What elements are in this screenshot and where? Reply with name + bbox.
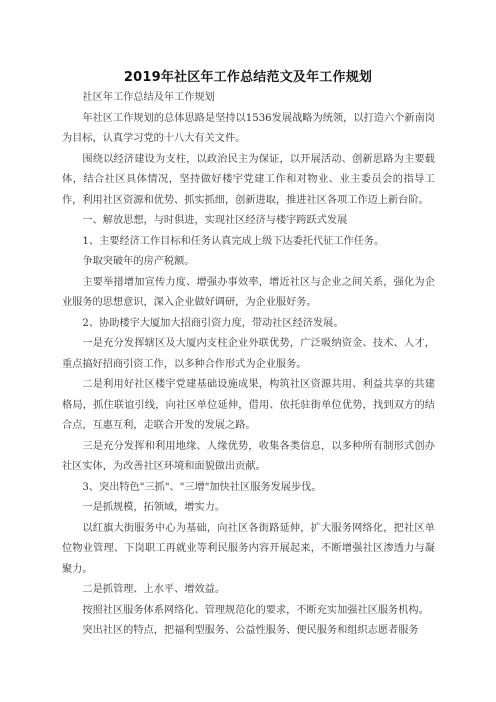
paragraph: 以红旗大街服务中心为基础，向社区各街路延伸，扩大服务网络化，把社区单位物业管理、下岗职工再就业等利民服务内容开展起来，不断增强社区渗透力与凝聚力。 xyxy=(62,522,435,575)
paragraph: 按照社区服务体系网络化、管理规范化的要求，不断充实加强社区服务机构。 xyxy=(82,604,429,616)
paragraph: 主要举措增加宣传力度、增强办事效率，增近社区与企业之间关系，强化为企业服务的思想意识，深入企业做好调研，为企业服好务。 xyxy=(62,276,435,308)
paragraph: 二是抓管理、上水平、增效益。 xyxy=(82,584,226,595)
paragraph: 围绕以经济建设为支柱，以政治民主为保证，以开展活动、创新思路为主要载体，结合社区具体情况，坚持做好楼宇党建工作和对物业、业主委员会的指导工作，利用社区资源和优势、抓实抓细，创新进取，推进社区各项工作迈上新台阶。 xyxy=(62,153,435,206)
paragraph: 社区年工作总结及年工作规划 xyxy=(82,92,215,103)
paragraph: 一、解放思想，与时俱进，实现社区经济与楼宇跨跃式发展 xyxy=(82,215,348,226)
paragraph: 争取突破年的房产税额。 xyxy=(82,256,195,267)
document-title: 2019年社区年工作总结范文及年工作规划 xyxy=(123,70,373,85)
paragraph: 一是抓规模，拓领域，增实力。 xyxy=(82,502,226,513)
paragraph: 3、突出特色"三抓"、"三增"加快社区服务发展步伐。 xyxy=(82,481,322,493)
paragraph: 2、协助楼宇大厦加大招商引资力度，带动社区经济发展。 xyxy=(82,317,344,329)
paragraph: 一是充分发挥辖区及大厦内支柱企业外联优势，广泛吸纳资金、技术、人才，重点搞好招商引资工作，以多种合作形式为企业服务。 xyxy=(62,338,435,370)
paragraph: 二是利用好社区楼宇党建基础设施成果，构筑社区资源共用、利益共享的共建格局，抓住联谊引线，向社区单位延伸，借用、依托驻街单位优势，找到双方的结合点，互惠互利，走联合开发的发展之路。 xyxy=(62,379,435,431)
document-body xyxy=(62,88,435,642)
paragraph: 年社区工作规划的总体思路是坚持以1536发展战略为统领，以打造六个新南岗为目标，认真学习党的十八大有关文件。 xyxy=(62,112,435,144)
paragraph: 三是充分发挥和利用地缘、人缘优势，收集各类信息，以多种所有制形式创办社区实体，为改善社区环境和面貌做出贡献。 xyxy=(62,440,435,472)
paragraph: 突出社区的特点，把福利型服务、公益性服务、便民服务和组织志愿者服务 xyxy=(82,625,419,636)
paragraph: 1、主要经济工作目标和任务认真完成上级下达委托代征工作任务。 xyxy=(82,235,385,247)
